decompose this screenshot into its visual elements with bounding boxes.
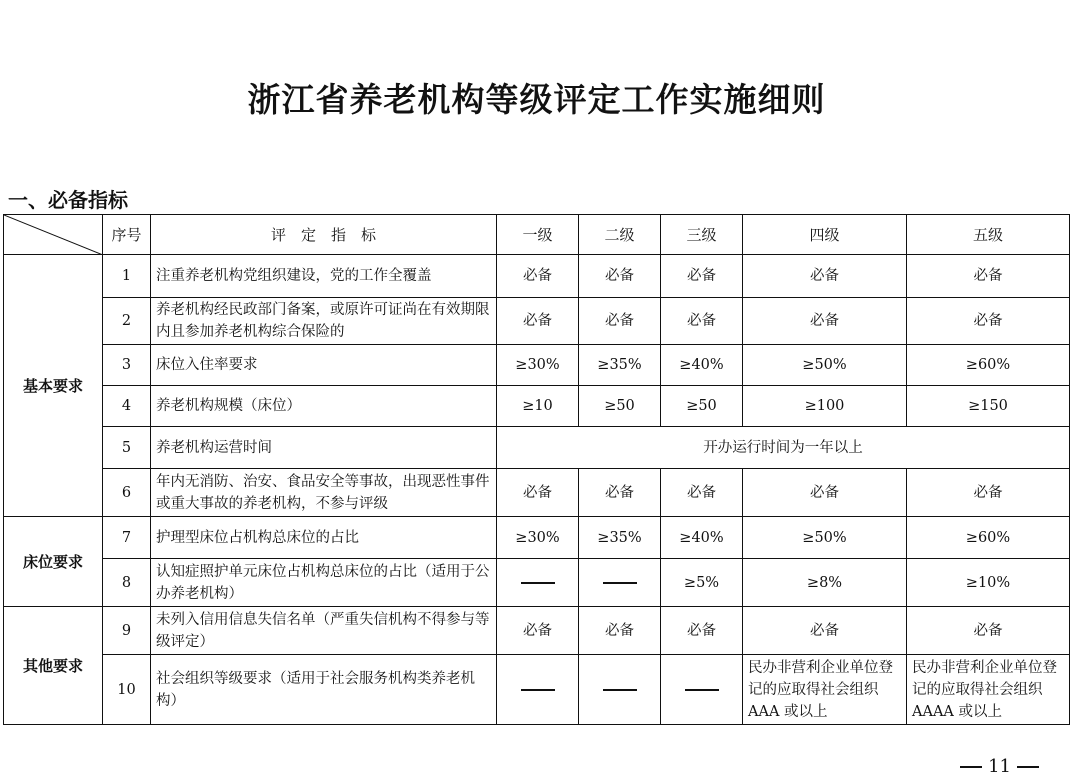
header-row	[4, 215, 1070, 255]
row-indicator: 认知症照护单元床位占机构总床位的占比（适用于公办养老机构）	[151, 559, 497, 607]
table-row	[4, 427, 1070, 469]
cell-level-2: ≥50	[579, 386, 661, 427]
table-row	[4, 517, 1070, 559]
row-no: 2	[103, 298, 151, 345]
cell-level-2-na	[579, 559, 661, 607]
cell-level-3: 必备	[661, 469, 743, 517]
header-level-1: 一级	[497, 215, 579, 255]
page-number	[954, 756, 1045, 777]
cell-level-4: 必备	[743, 469, 907, 517]
cell-level-1: 必备	[497, 298, 579, 345]
cell-level-2: ≥35%	[579, 345, 661, 386]
dash-mark	[603, 689, 637, 691]
row-no: 8	[103, 559, 151, 607]
cell-level-3: 必备	[661, 607, 743, 655]
page-number-text: 11	[988, 756, 1011, 777]
dash-mark	[603, 582, 637, 584]
page-dash-right	[1017, 766, 1039, 768]
cell-level-4: 必备	[743, 298, 907, 345]
cell-level-3-na	[661, 655, 743, 725]
cell-level-2: 必备	[579, 607, 661, 655]
cell-level-1-na	[497, 655, 579, 725]
row-indicator: 养老机构经民政部门备案，或原许可证尚在有效期限内且参加养老机构综合保险的	[151, 298, 497, 345]
header-level-4: 四级	[743, 215, 907, 255]
indicator-table	[3, 214, 1070, 725]
header-level-3: 三级	[661, 215, 743, 255]
category-bed: 床位要求	[4, 517, 103, 607]
row-no: 10	[103, 655, 151, 725]
cell-level-3: ≥40%	[661, 517, 743, 559]
row-no: 5	[103, 427, 151, 469]
row-no: 6	[103, 469, 151, 517]
cell-level-5: 必备	[907, 298, 1070, 345]
diagonal-line	[4, 215, 103, 255]
cell-level-1: ≥30%	[497, 517, 579, 559]
row-no: 4	[103, 386, 151, 427]
table-row	[4, 298, 1070, 345]
page-dash-left	[960, 766, 982, 768]
cell-level-1: ≥30%	[497, 345, 579, 386]
cell-level-5: ≥60%	[907, 517, 1070, 559]
row-indicator: 年内无消防、治安、食品安全等事故，出现恶性事件或重大事故的养老机构，不参与评级	[151, 469, 497, 517]
row-no: 1	[103, 255, 151, 298]
header-seq: 序号	[103, 215, 151, 255]
cell-level-4: ≥8%	[743, 559, 907, 607]
cell-level-3: ≥5%	[661, 559, 743, 607]
cell-level-5: ≥10%	[907, 559, 1070, 607]
table-row	[4, 469, 1070, 517]
row-indicator: 未列入信用信息失信名单（严重失信机构不得参与等级评定）	[151, 607, 497, 655]
cell-level-4: 民办非营利企业单位登记的应取得社会组织AAA 或以上	[743, 655, 907, 725]
dash-mark	[521, 689, 555, 691]
row-indicator: 注重养老机构党组织建设，党的工作全覆盖	[151, 255, 497, 298]
table-row	[4, 255, 1070, 298]
row-indicator: 护理型床位占机构总床位的占比	[151, 517, 497, 559]
table-row	[4, 655, 1070, 725]
cell-level-2: 必备	[579, 298, 661, 345]
section-heading: 一、必备指标	[8, 188, 128, 212]
cell-level-2: ≥35%	[579, 517, 661, 559]
category-other: 其他要求	[4, 607, 103, 725]
table-row	[4, 386, 1070, 427]
header-indicator: 评 定 指 标	[151, 215, 497, 255]
cell-level-4: ≥50%	[743, 345, 907, 386]
cell-level-1: ≥10	[497, 386, 579, 427]
cell-level-4: ≥100	[743, 386, 907, 427]
cell-level-1: 必备	[497, 255, 579, 298]
page-title: 浙江省养老机构等级评定工作实施细则	[247, 80, 826, 119]
cell-level-4: 必备	[743, 607, 907, 655]
cell-level-2: 必备	[579, 255, 661, 298]
dash-mark	[521, 582, 555, 584]
cell-level-1: 必备	[497, 469, 579, 517]
row-indicator: 床位入住率要求	[151, 345, 497, 386]
cell-level-4: 必备	[743, 255, 907, 298]
cell-level-1: 必备	[497, 607, 579, 655]
dash-mark	[685, 689, 719, 691]
cell-level-4: ≥50%	[743, 517, 907, 559]
cell-level-5: ≥150	[907, 386, 1070, 427]
cell-level-5: 必备	[907, 607, 1070, 655]
cell-level-5: 必备	[907, 255, 1070, 298]
row-no: 9	[103, 607, 151, 655]
row-indicator: 社会组织等级要求（适用于社会服务机构类养老机构）	[151, 655, 497, 725]
header-level-5: 五级	[907, 215, 1070, 255]
diagonal-header-cell	[4, 215, 103, 255]
category-basic: 基本要求	[4, 255, 103, 517]
row-indicator: 养老机构规模（床位）	[151, 386, 497, 427]
cell-level-3: 必备	[661, 298, 743, 345]
cell-level-3: ≥50	[661, 386, 743, 427]
cell-merged-all-levels: 开办运行时间为一年以上	[497, 427, 1070, 469]
cell-level-1-na	[497, 559, 579, 607]
table-row	[4, 607, 1070, 655]
header-level-2: 二级	[579, 215, 661, 255]
cell-level-5: 必备	[907, 469, 1070, 517]
table-row	[4, 345, 1070, 386]
cell-level-2: 必备	[579, 469, 661, 517]
cell-level-5: 民办非营利企业单位登记的应取得社会组织AAAA 或以上	[907, 655, 1070, 725]
cell-level-3: ≥40%	[661, 345, 743, 386]
row-no: 3	[103, 345, 151, 386]
row-no: 7	[103, 517, 151, 559]
cell-level-3: 必备	[661, 255, 743, 298]
cell-level-2-na	[579, 655, 661, 725]
cell-level-5: ≥60%	[907, 345, 1070, 386]
table-row	[4, 559, 1070, 607]
row-indicator: 养老机构运营时间	[151, 427, 497, 469]
